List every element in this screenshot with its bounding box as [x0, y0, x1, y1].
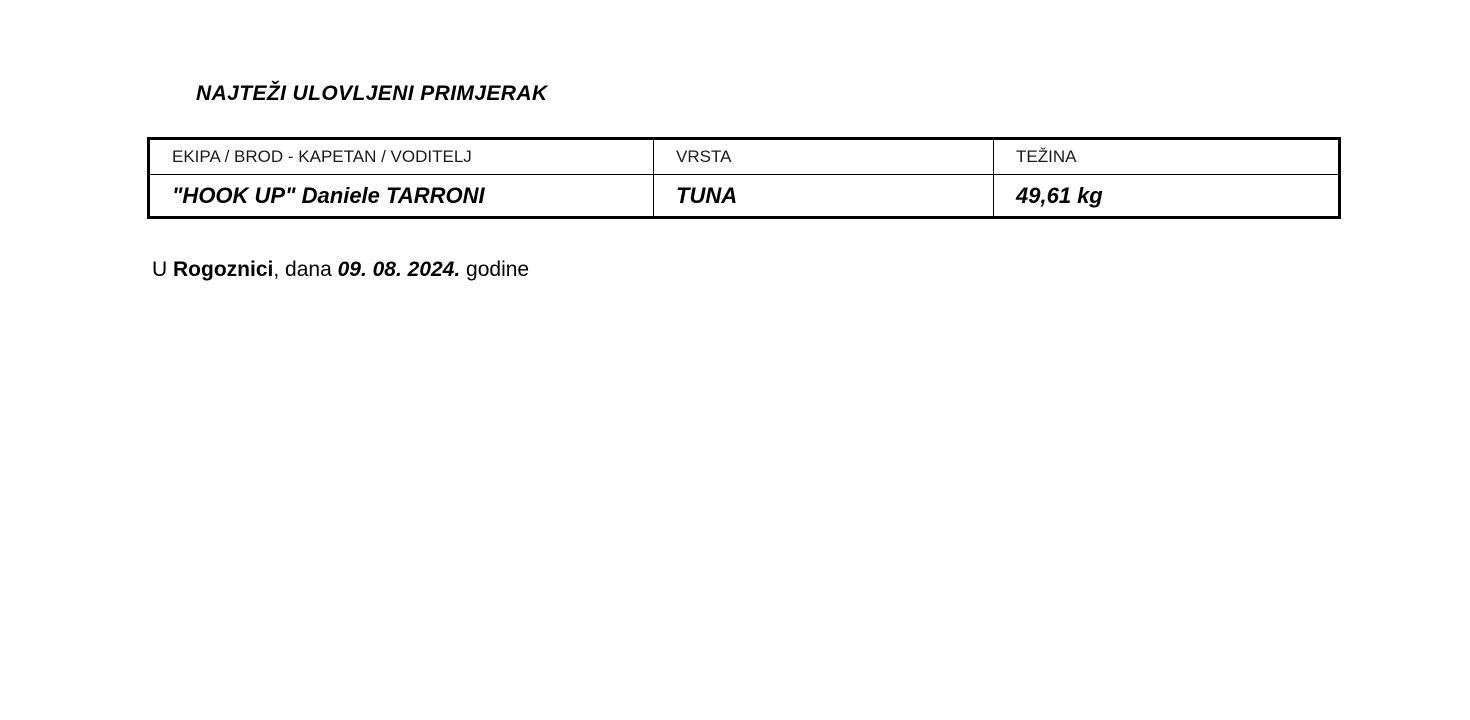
footer-comma: , — [273, 258, 280, 281]
footer-dana-label: dana — [285, 258, 332, 281]
table-header-row — [150, 140, 1340, 175]
footer-date: 09. 08. 2024. — [337, 258, 461, 281]
footer-city: Rogoznici — [173, 258, 274, 281]
cell-weight — [994, 175, 1340, 218]
cell-species: TUNA — [654, 175, 994, 218]
footer-year-word: godine — [466, 258, 530, 281]
place-and-date-line — [152, 258, 529, 282]
table-header-team: EKIPA / BROD - KAPETAN / VODITELJ — [150, 140, 654, 175]
table-header-weight: TEŽINA — [994, 140, 1340, 175]
footer-prefix: U — [152, 258, 168, 281]
weight-value: 49,61 — [1016, 183, 1072, 208]
table-row — [150, 175, 1340, 218]
table-header-species: VRSTA — [654, 140, 994, 175]
cell-team: "HOOK UP" Daniele TARRONI — [150, 175, 654, 218]
results-table — [149, 139, 1340, 218]
weight-unit: kg — [1077, 183, 1103, 208]
section-title: NAJTEŽI ULOVLJENI PRIMJERAK — [196, 82, 548, 105]
